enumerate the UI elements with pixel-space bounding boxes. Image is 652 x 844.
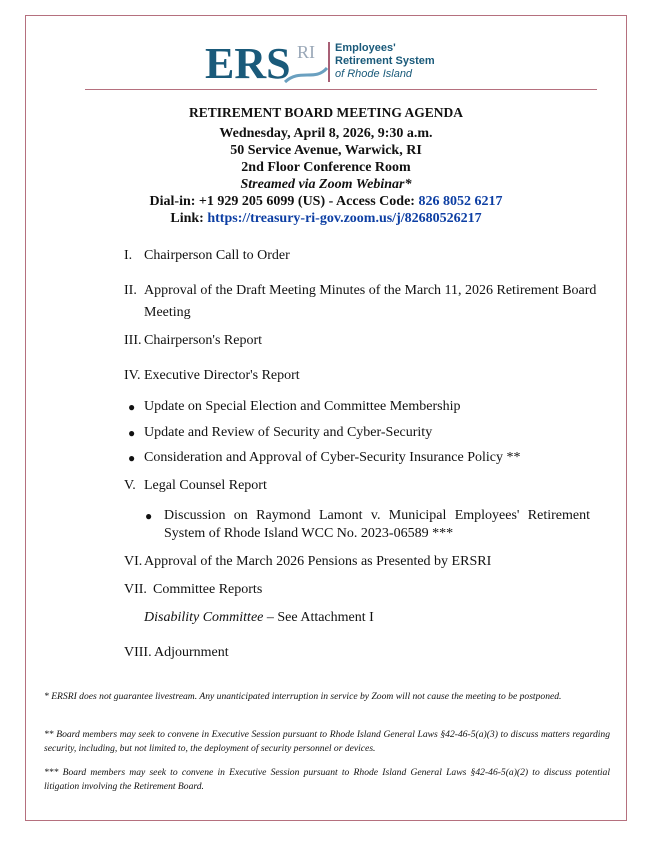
ersri-logo-mark	[205, 38, 335, 86]
ersri-logo	[205, 38, 455, 86]
agenda-item-5	[124, 476, 267, 496]
item-text: Approval of the Draft Meeting Minutes of the March 11, 2026 Retirement Board	[144, 283, 597, 298]
agenda-item-1	[124, 246, 290, 266]
link-line	[0, 210, 652, 227]
sub-item-4-line2: System of Rhode Island WCC No. 2023-06589 ***	[164, 526, 454, 541]
dialin-line	[0, 193, 652, 210]
item-number: I.	[124, 248, 133, 263]
sub-item-4-line1: Discussion on Raymond Lamont v. Municipal Employees' Retirement	[164, 508, 590, 523]
meeting-room: 2nd Floor Conference Room	[241, 160, 411, 175]
item-number: VI.	[124, 554, 143, 569]
item-text: Chairperson's Report	[144, 333, 263, 348]
agenda-item-6	[124, 552, 491, 572]
logo-ri: RI	[297, 42, 315, 62]
item-text: Adjournment	[154, 645, 229, 660]
item-text: Committee Reports	[153, 582, 263, 597]
meeting-date: Wednesday, April 8, 2026, 9:30 a.m.	[219, 126, 433, 141]
link-label: Link:	[170, 211, 208, 226]
header-rule	[85, 89, 597, 90]
item-text: Chairperson Call to Order	[144, 248, 290, 263]
footnote-3: *** Board members may seek to convene in Executive Session pursuant to Rhode Island General Laws §42-46-5(a)(2) to discuss potential litigation involving the Retirement Board.	[44, 767, 610, 792]
item-number: III.	[124, 333, 142, 348]
zoom-link[interactable]: https://treasury-ri-gov.zoom.us/j/82680526217	[207, 211, 482, 226]
meeting-address: 50 Service Avenue, Warwick, RI	[230, 143, 422, 158]
sub-item-3: Consideration and Approval of Cyber-Security Insurance Policy **	[144, 450, 521, 465]
item-text: Approval of the March 2026 Pensions as Presented by ERSRI	[144, 554, 492, 569]
item-number: VII.	[124, 582, 147, 597]
bullet-icon: ●	[128, 451, 136, 465]
agenda-item-2	[124, 281, 596, 301]
agenda-item-7	[124, 580, 262, 600]
stream-note: Streamed via Zoom Webinar*	[240, 177, 412, 192]
item-number: V.	[124, 478, 136, 493]
bullet-icon: ●	[128, 426, 136, 440]
dialin-label: Dial-in: +1 929 205 6099 (US) - Access Code:	[149, 194, 419, 209]
item-number: VIII.	[124, 645, 152, 660]
footnote-2: ** Board members may seek to convene in Executive Session pursuant to Rhode Island General Laws §42-46-5(a)(3) to discuss matters regarding security, including, but not limited to, the deployment of security personnel or devices.	[44, 729, 610, 754]
item-number: II.	[124, 283, 137, 298]
agenda-item-2-cont: Meeting	[144, 305, 191, 320]
logo-letters: ERS	[205, 39, 291, 86]
agenda-item-4	[124, 366, 300, 386]
bullet-icon: ●	[128, 400, 136, 414]
logo-line-2: Retirement System	[335, 55, 435, 67]
bullet-icon: ●	[145, 509, 153, 523]
logo-line-3: of Rhode Island	[335, 68, 413, 80]
sub-item-2: Update and Review of Security and Cyber-Security	[144, 425, 433, 440]
agenda-item-8	[124, 643, 229, 663]
logo-line-1: Employees'	[335, 42, 396, 54]
agenda-title: RETIREMENT BOARD MEETING AGENDA	[189, 105, 463, 120]
committee-sub-item	[144, 608, 374, 628]
item-number: IV.	[124, 368, 141, 383]
committee-attachment: – See Attachment I	[263, 610, 374, 625]
footnote-1: * ERSRI does not guarantee livestream. Any unanticipated interruption in service by Zoom will not cause the meeting to be postponed.	[44, 691, 562, 702]
committee-name: Disability Committee	[144, 610, 264, 625]
access-code: 826 8052 6217	[418, 194, 503, 209]
sub-item-1: Update on Special Election and Committee Membership	[144, 399, 461, 414]
agenda-item-3	[124, 331, 262, 351]
item-text: Legal Counsel Report	[144, 478, 267, 493]
item-text: Executive Director's Report	[144, 368, 300, 383]
meeting-header	[0, 104, 652, 227]
